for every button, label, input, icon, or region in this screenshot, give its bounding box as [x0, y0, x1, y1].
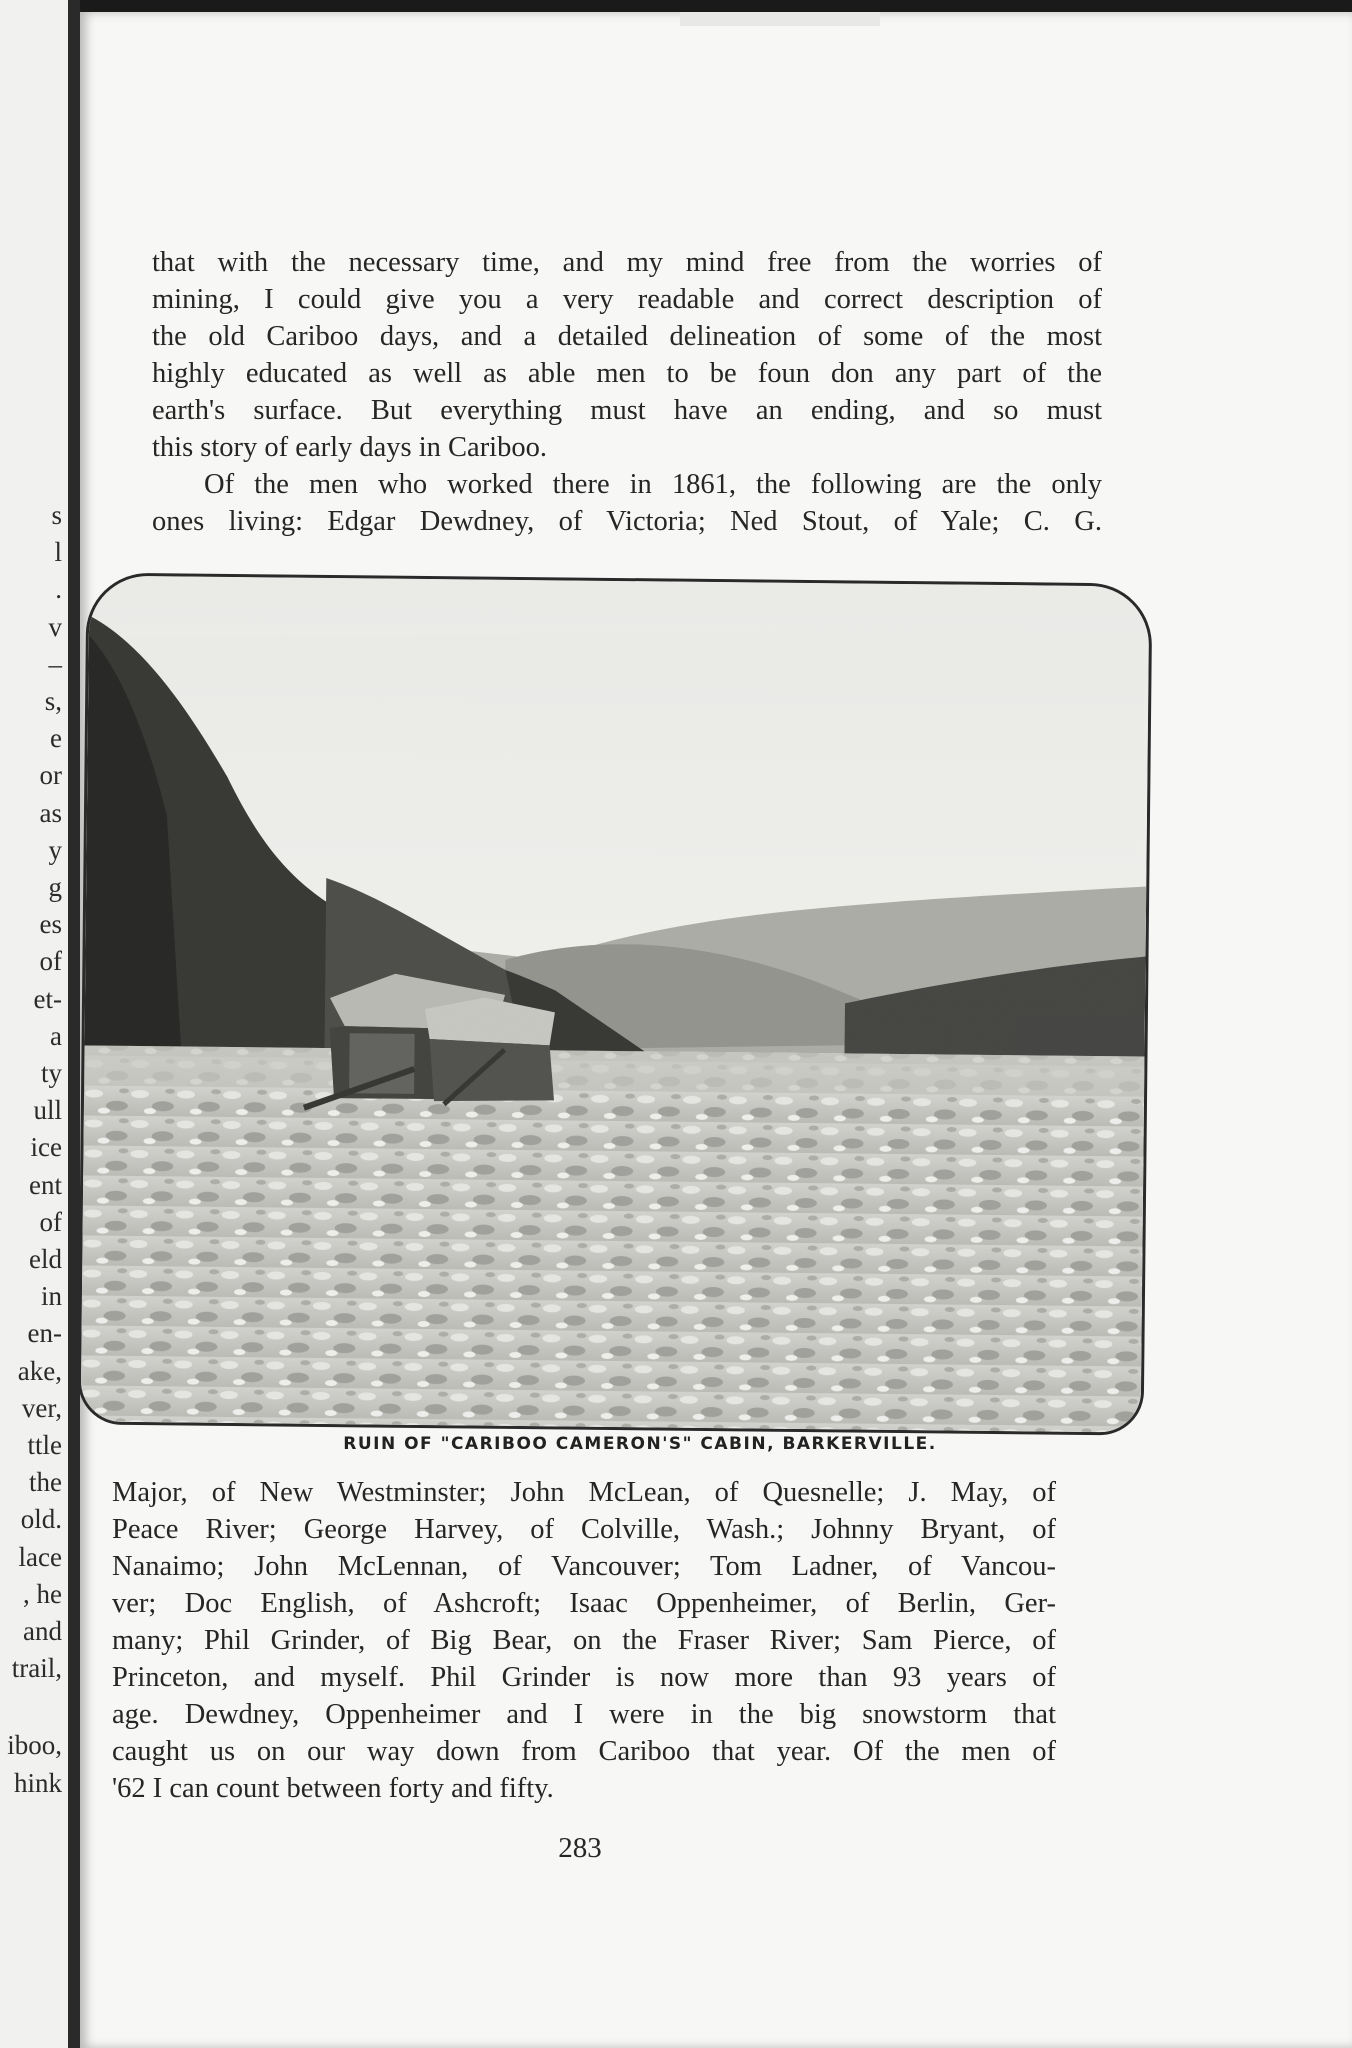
text-line: '62 I can count between forty and fifty.: [112, 1773, 554, 1804]
left-page-fragment: the: [29, 1467, 62, 1498]
left-page-fragment: and: [23, 1616, 62, 1646]
left-page-fragment: l: [54, 537, 62, 568]
text-line: this story of early days in Cariboo.: [152, 432, 547, 463]
photo-caption: RUIN OF "CARIBOO CAMERON'S" CABIN, BARKERVILLE.: [343, 1434, 937, 1454]
left-page-fragment: as: [39, 797, 62, 828]
left-page-edge: [0, 0, 68, 2048]
left-page-fragment: .: [55, 574, 62, 605]
left-page-fragment: et-: [33, 983, 62, 1014]
left-page-fragment: , he: [23, 1578, 62, 1609]
left-page-fragment: ver,: [21, 1392, 62, 1423]
page-number: 283: [558, 1832, 602, 1864]
left-page-fragment: ull: [33, 1095, 62, 1126]
left-page-fragment: trail,: [11, 1653, 62, 1684]
left-page-fragment: iboo,: [7, 1730, 62, 1761]
left-page-fragment: lace: [18, 1541, 62, 1572]
left-page-fragment: y: [48, 834, 62, 865]
left-page-fragment: hink: [13, 1767, 62, 1798]
left-page-fragment: old.: [20, 1504, 62, 1535]
photo-illustration: [81, 575, 1150, 1432]
left-page-fragment: of: [39, 946, 62, 977]
left-page-fragment: ake,: [17, 1355, 62, 1386]
left-page-fragment: en-: [27, 1318, 62, 1349]
bottom-paragraph: [112, 1474, 1056, 1807]
text-line: Peace River; George Harvey, of Colville, Wash.; Johnny Bryant, of: [112, 1514, 1056, 1545]
left-page-fragment: in: [40, 1281, 62, 1312]
left-page-fragment: ttle: [27, 1430, 62, 1460]
text-line: highly educated as well as able men to be foun don any part of the: [152, 358, 1102, 389]
left-page-fragment: es: [39, 909, 62, 940]
left-page-fragment: ent: [29, 1169, 62, 1200]
page-top-tab: [680, 12, 880, 26]
text-line: Nanaimo; John McLennan, of Vancouver; Tom Ladner, of Vancou-: [112, 1551, 1056, 1582]
text-line: Princeton, and myself. Phil Grinder is now more than 93 years of: [112, 1662, 1056, 1693]
text-line: caught us on our way down from Cariboo that year. Of the men of: [112, 1736, 1056, 1767]
left-page-fragment: of: [39, 1206, 62, 1237]
text-line: Of the men who worked there in 1861, the following are the only: [204, 469, 1102, 500]
text-line: mining, I could give you a very readable and correct description of: [152, 284, 1102, 315]
text-line: that with the necessary time, and my mind free from the worries of: [152, 247, 1102, 278]
text-line: many; Phil Grinder, of Big Bear, on the Fraser River; Sam Pierce, of: [112, 1625, 1056, 1656]
text-line: earth's surface. But everything must have an ending, and so must: [152, 395, 1102, 426]
left-page-fragment: g: [48, 872, 62, 902]
text-line: the old Cariboo days, and a detailed delineation of some of the most: [152, 321, 1102, 352]
left-page-fragment: s: [51, 500, 62, 530]
left-page-fragment: –: [48, 648, 62, 679]
text-line: ones living: Edgar Dewdney, of Victoria; Ned Stout, of Yale; C. G.: [152, 506, 1102, 537]
book-gutter: [68, 0, 80, 2048]
left-page-fragment: a: [50, 1020, 62, 1051]
left-page-fragment: s,: [44, 686, 62, 716]
text-line: ver; Doc English, of Ashcroft; Isaac Oppenheimer, of Berlin, Ger-: [112, 1588, 1056, 1619]
left-page-fragment: ty: [40, 1058, 62, 1088]
text-line: age. Dewdney, Oppenheimer and I were in the big snowstorm that: [112, 1699, 1056, 1730]
cabin-ruin-photograph: [78, 572, 1153, 1435]
left-page-fragment: v: [48, 611, 62, 642]
left-page-fragment: e: [50, 723, 62, 754]
left-page-fragment: or: [39, 760, 62, 791]
top-paragraph: [152, 244, 1102, 540]
left-page-fragment: ice: [30, 1132, 62, 1163]
left-page-fragment: eld: [29, 1244, 62, 1274]
text-line: Major, of New Westminster; John McLean, of Quesnelle; J. May, of: [112, 1477, 1056, 1508]
